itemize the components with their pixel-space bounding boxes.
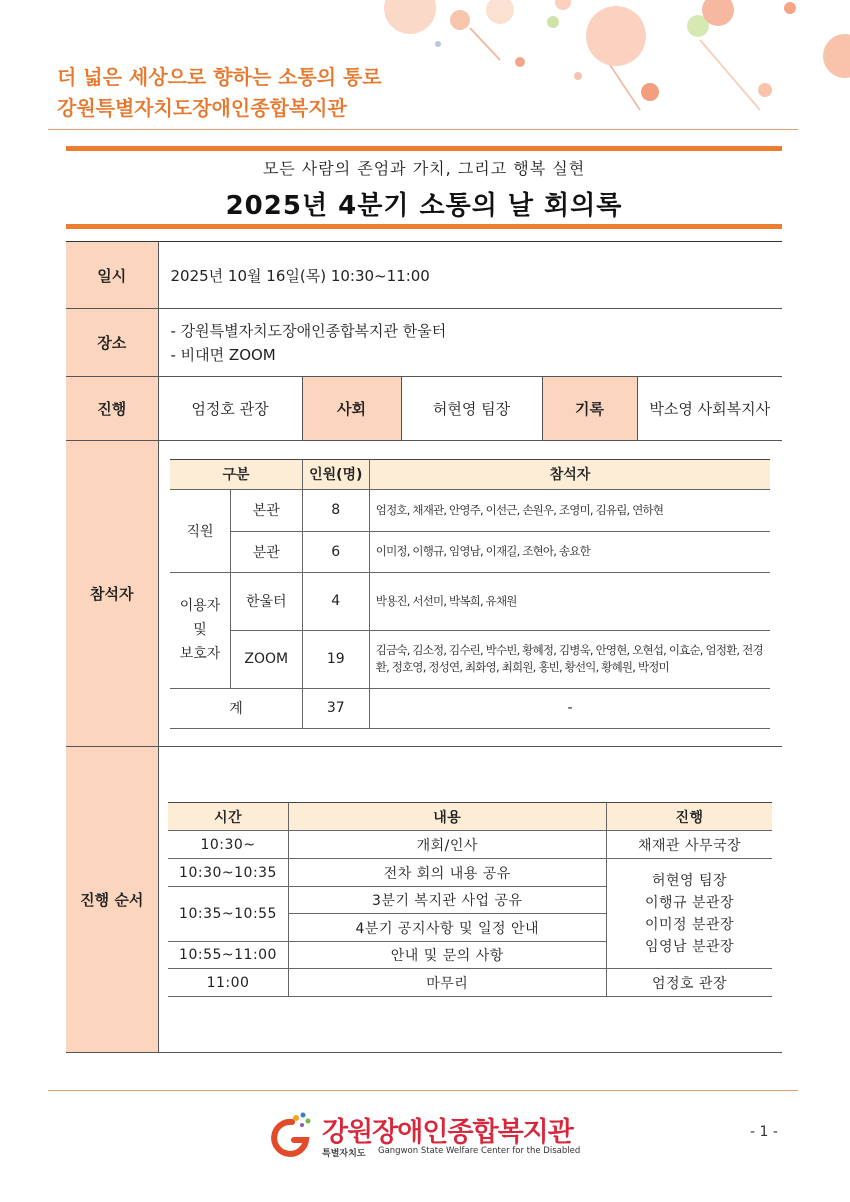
place-line-2: - 비대면 ZOOM: [170, 345, 276, 364]
host-line: 이미정 분관장: [644, 916, 735, 933]
users-label-1: 이용자: [179, 598, 221, 614]
header-count: 인원(명): [302, 459, 369, 489]
row-content: 전차 회의 내용 공유: [288, 859, 606, 887]
row-sub: 본관: [230, 489, 302, 531]
logo-mark-icon: [266, 1110, 316, 1160]
footer-divider: [48, 1090, 798, 1091]
row-host: 엄정호 관장: [606, 969, 772, 997]
header-attendees: 참석자: [369, 459, 770, 489]
users-label-3: 보호자: [179, 646, 221, 662]
row-count: 19: [302, 630, 369, 688]
slogan-line-2: 강원특별자치도장애인종합복지관: [57, 96, 347, 120]
subtitle: 모든 사람의 존엄과 가치, 그리고 행복 실현: [262, 159, 586, 178]
attendance-header: [170, 459, 770, 489]
header-host: 진행: [606, 803, 772, 831]
progress-label: 진행: [66, 377, 158, 441]
row-time: 10:55~11:00: [168, 942, 288, 969]
schedule-table: [168, 802, 772, 997]
host-line: 이행규 분관장: [644, 894, 735, 911]
recorder-label: 기록: [542, 377, 637, 441]
row-names: 박용진, 서선미, 박복희, 유채원: [369, 572, 770, 630]
row-names: 엄정호, 채재관, 안영주, 이선근, 손원우, 조영미, 김유림, 연하현: [369, 489, 770, 531]
row-time: 10:35~10:55: [168, 887, 288, 942]
row-count: 6: [302, 531, 369, 572]
title-top-bar: [66, 146, 782, 151]
row-host: 채재관 사무국장: [606, 831, 772, 859]
mc-value: 허현영 팀장: [401, 377, 542, 441]
agenda-label: 진행 순서: [66, 747, 158, 1053]
total-count: 37: [302, 688, 369, 728]
row-date: [66, 242, 782, 309]
footer-logo: [266, 1110, 586, 1160]
row-time: 10:30~10:35: [168, 859, 288, 887]
row-content: 개회/인사: [288, 831, 606, 859]
row-content: 마무리: [288, 969, 606, 997]
table-row: [170, 630, 770, 688]
staff-label: 직원: [170, 489, 230, 572]
place-line-1: - 강원특별자치도장애인종합복지관 한울터: [170, 321, 447, 340]
row-agenda: [66, 747, 782, 1053]
table-row: [168, 831, 772, 859]
row-content: 4분기 공지사항 및 일정 안내: [288, 914, 606, 942]
host-line: 임영남 분관장: [644, 938, 735, 955]
logo-subtext: 특별자치도: [322, 1149, 366, 1159]
place-value: [158, 309, 782, 377]
logo-english: Gangwon State Welfare Center for the Disabled: [378, 1146, 581, 1156]
place-label: 장소: [66, 309, 158, 377]
date-label: 일시: [66, 242, 158, 309]
page-title: 2025년 4분기 소통의 날 회의록: [225, 191, 623, 221]
mc-label: 사회: [302, 377, 401, 441]
row-time: 11:00: [168, 969, 288, 997]
title-bottom-bar: [66, 224, 782, 229]
page-number: - 1 -: [750, 1124, 778, 1140]
table-row: [170, 531, 770, 572]
attendees-cell: [158, 441, 782, 747]
schedule-header: [168, 803, 772, 831]
row-content: 3분기 복지관 사업 공유: [288, 887, 606, 914]
slogan-line-1: 더 넓은 세상으로 향하는 소통의 통로: [57, 65, 382, 89]
row-place: [66, 309, 782, 377]
total-label: 계: [170, 688, 302, 728]
table-row-total: [170, 688, 770, 728]
minutes-table: [66, 241, 782, 1053]
group-host: [606, 859, 772, 969]
users-label-2: 및: [193, 622, 207, 638]
row-sub: ZOOM: [230, 630, 302, 688]
recorder-value: 박소영 사회복지사: [637, 377, 782, 441]
row-content: 안내 및 문의 사항: [288, 942, 606, 969]
table-row: [168, 969, 772, 997]
attendees-label: 참석자: [66, 441, 158, 747]
row-sub: 한울터: [230, 572, 302, 630]
table-row: [170, 572, 770, 630]
progress-value: 엄정호 관장: [158, 377, 302, 441]
host-line: 허현영 팀장: [651, 872, 728, 889]
row-count: 8: [302, 489, 369, 531]
header-category: 구분: [170, 459, 302, 489]
attendance-table: [170, 459, 770, 729]
header-time: 시간: [168, 803, 288, 831]
header-divider: [48, 129, 798, 130]
row-names: 김금숙, 김소정, 김수린, 박수빈, 황혜정, 김병욱, 안영현, 오현섭, 이효순, 엄정환, 전경환, 정호영, 정성연, 최화영, 최희원, 홍빈, 황선익, 황혜원, 박정미: [369, 630, 770, 688]
row-attendees: [66, 441, 782, 747]
row-time: 10:30~: [168, 831, 288, 859]
row-sub: 분관: [230, 531, 302, 572]
agenda-cell: [158, 747, 782, 1053]
table-row: [170, 489, 770, 531]
row-progress: [66, 377, 782, 441]
row-names: 이미정, 이행규, 임영남, 이재길, 조현아, 송요한: [369, 531, 770, 572]
row-count: 4: [302, 572, 369, 630]
total-names: -: [369, 688, 770, 728]
header-content: 내용: [288, 803, 606, 831]
date-value: 2025년 10월 16일(목) 10:30~11:00: [158, 242, 782, 309]
users-label: [170, 572, 230, 688]
logo-text: 강원장애인종합복지관: [322, 1117, 573, 1148]
table-row: [168, 859, 772, 887]
